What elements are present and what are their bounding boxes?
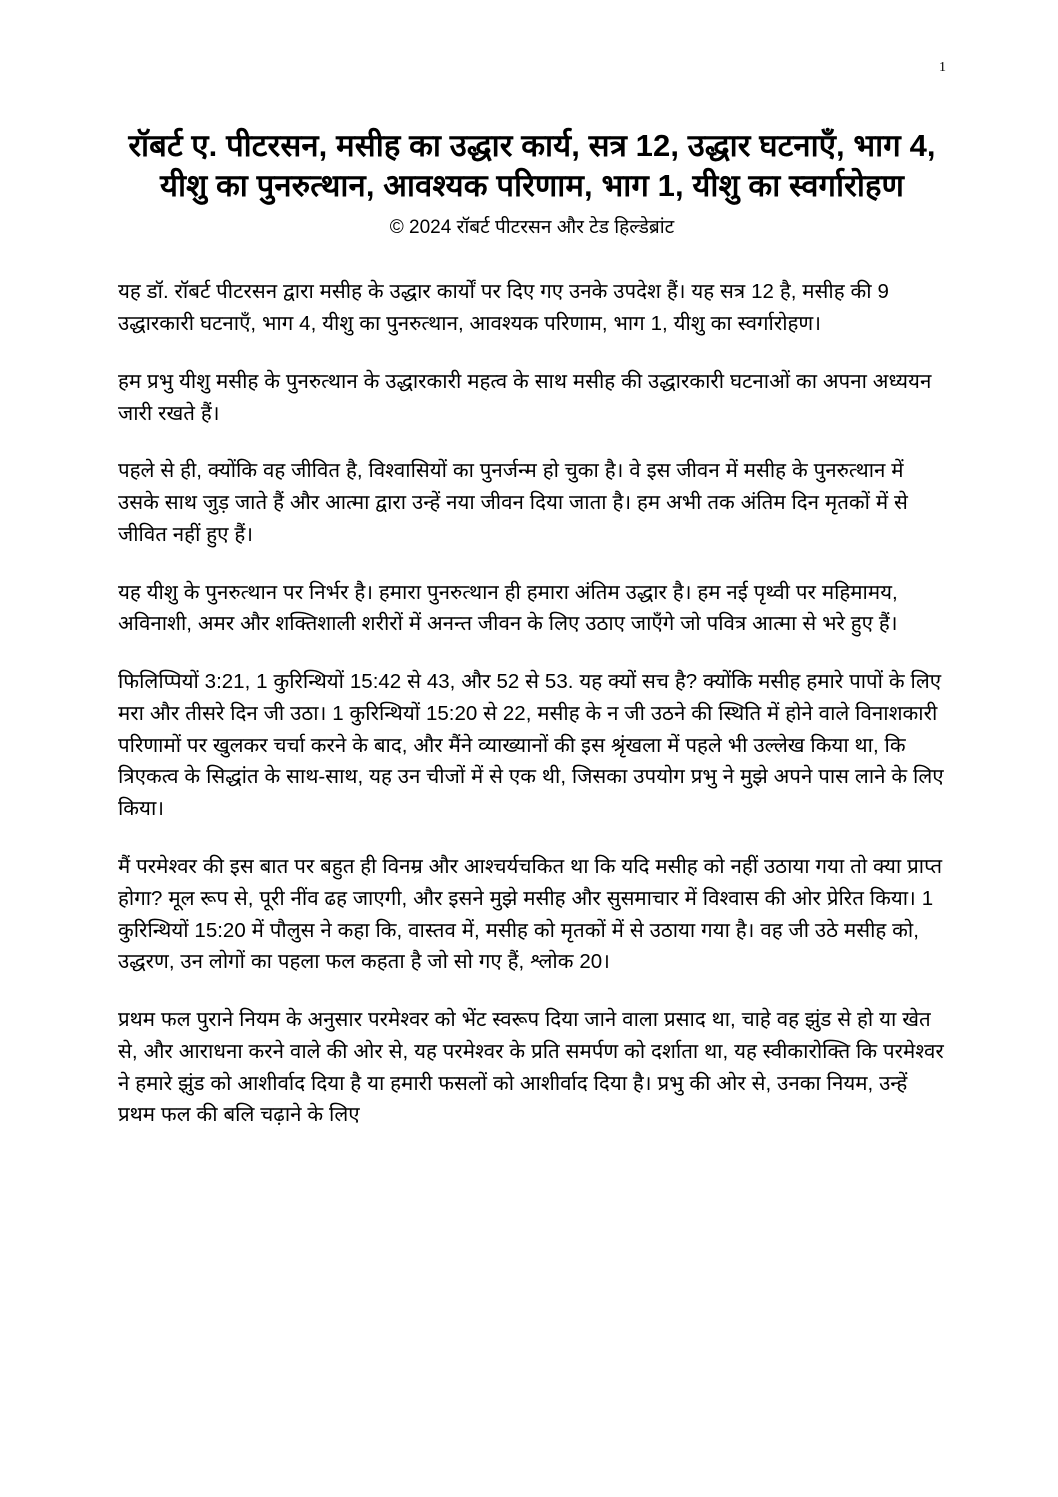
paragraph: यह यीशु के पुनरुत्थान पर निर्भर है। हमारा पुनरुत्थान ही हमारा अंतिम उद्धार है। हम नई पृथ्वी पर महिमामय, अविनाशी, अमर और शक्तिशाली शरीरों में अनन्त जीवन के लिए उठाए जाएँगे जो पवित्र आत्मा से भरे हुए हैं। [118,580,898,636]
body-text [118,276,946,1131]
paragraph: पहले से ही, क्योंकि वह जीवित है, विश्वासियों का पुनर्जन्म हो चुका है। वे इस जीवन में मसीह के पुनरुत्थान में उसके साथ जुड़ जाते हैं और आत्मा द्वारा उन्हें नया जीवन दिया जाता है। हम अभी तक अंतिम दिन मृतकों में से जीवित नहीं हुए हैं। [118,459,908,546]
paragraph: फिलिप्पियों 3:21, 1 कुरिन्थियों 15:42 से 43, और 52 से 53. यह क्यों सच है? क्योंकि मसीह हमारे पापों के लिए मरा और तीसरे दिन जी उठा। 1 कुरिन्थियों 15:20 से 22, मसीह के न जी उठने की स्थिति में होने वाले विनाशकारी परिणामों पर खुलकर चर्चा करने के बाद, और मैंने व्याख्यानों की इस श्रृंखला में पहले भी उल्लेख किया था, कि त्रिएकत्व के सिद्धांत के साथ-साथ, यह उन चीजों में से एक थी, जिसका उपयोग प्रभु ने मुझे अपने पास लाने के लिए किया। [118,670,944,821]
copyright-line: © 2024 रॉबर्ट पीटरसन और टेड हिल्डेब्रांट [389,216,675,238]
paragraph: मैं परमेश्वर की इस बात पर बहुत ही विनम्र और आश्चर्यचकित था कि यदि मसीह को नहीं उठाया गया तो क्या प्राप्त होगा? मूल रूप से, पूरी नींव ढह जाएगी, और इसने मुझे मसीह और सुसमाचार में विश्वास की ओर प्रेरित किया। 1 कुरिन्थियों 15:20 में पौलुस ने कहा कि, वास्तव में, मसीह को मृतकों में से उठाया गया है। वह जी उठे मसीह को, उद्धरण, उन लोगों का पहला फल कहता है जो सो गए हैं, श्लोक 20। [118,855,943,974]
paragraph: हम प्रभु यीशु मसीह के पुनरुत्थान के उद्धारकारी महत्व के साथ मसीह की उद्धारकारी घटनाओं का अपना अध्ययन जारी रखते हैं। [118,369,932,425]
page-number: 1 [939,60,946,75]
paragraph: प्रथम फल पुराने नियम के अनुसार परमेश्वर को भेंट स्वरूप दिया जाने वाला प्रसाद था, चाहे वह झुंड से हो या खेत से, और आराधना करने वाले की ओर से, यह परमेश्वर के प्रति समर्पण को दर्शाता था, यह स्वीकारोक्ति कि परमेश्वर ने हमारे झुंड को आशीर्वाद दिया है या हमारी फसलों को आशीर्वाद दिया है। प्रभु की ओर से, उनका नियम, उन्हें प्रथम फल की बलि चढ़ाने के लिए [118,1008,944,1127]
paragraph: यह डॉ. रॉबर्ट पीटरसन द्वारा मसीह के उद्धार कार्यों पर दिए गए उनके उपदेश हैं। यह सत्र 12 है, मसीह की 9 उद्धारकारी घटनाएँ, भाग 4, यीशु का पुनरुत्थान, आवश्यक परिणाम, भाग 1, यीशु का स्वर्गारोहण। [118,280,889,336]
page-title: रॉबर्ट ए. पीटरसन, मसीह का उद्धार कार्य, सत्र 12, उद्धार घटनाएँ, भाग 4, यीशु का पुनरुत्थान, आवश्यक परिणाम, भाग 1, यीशु का स्वर्गारोहण [128,128,936,204]
